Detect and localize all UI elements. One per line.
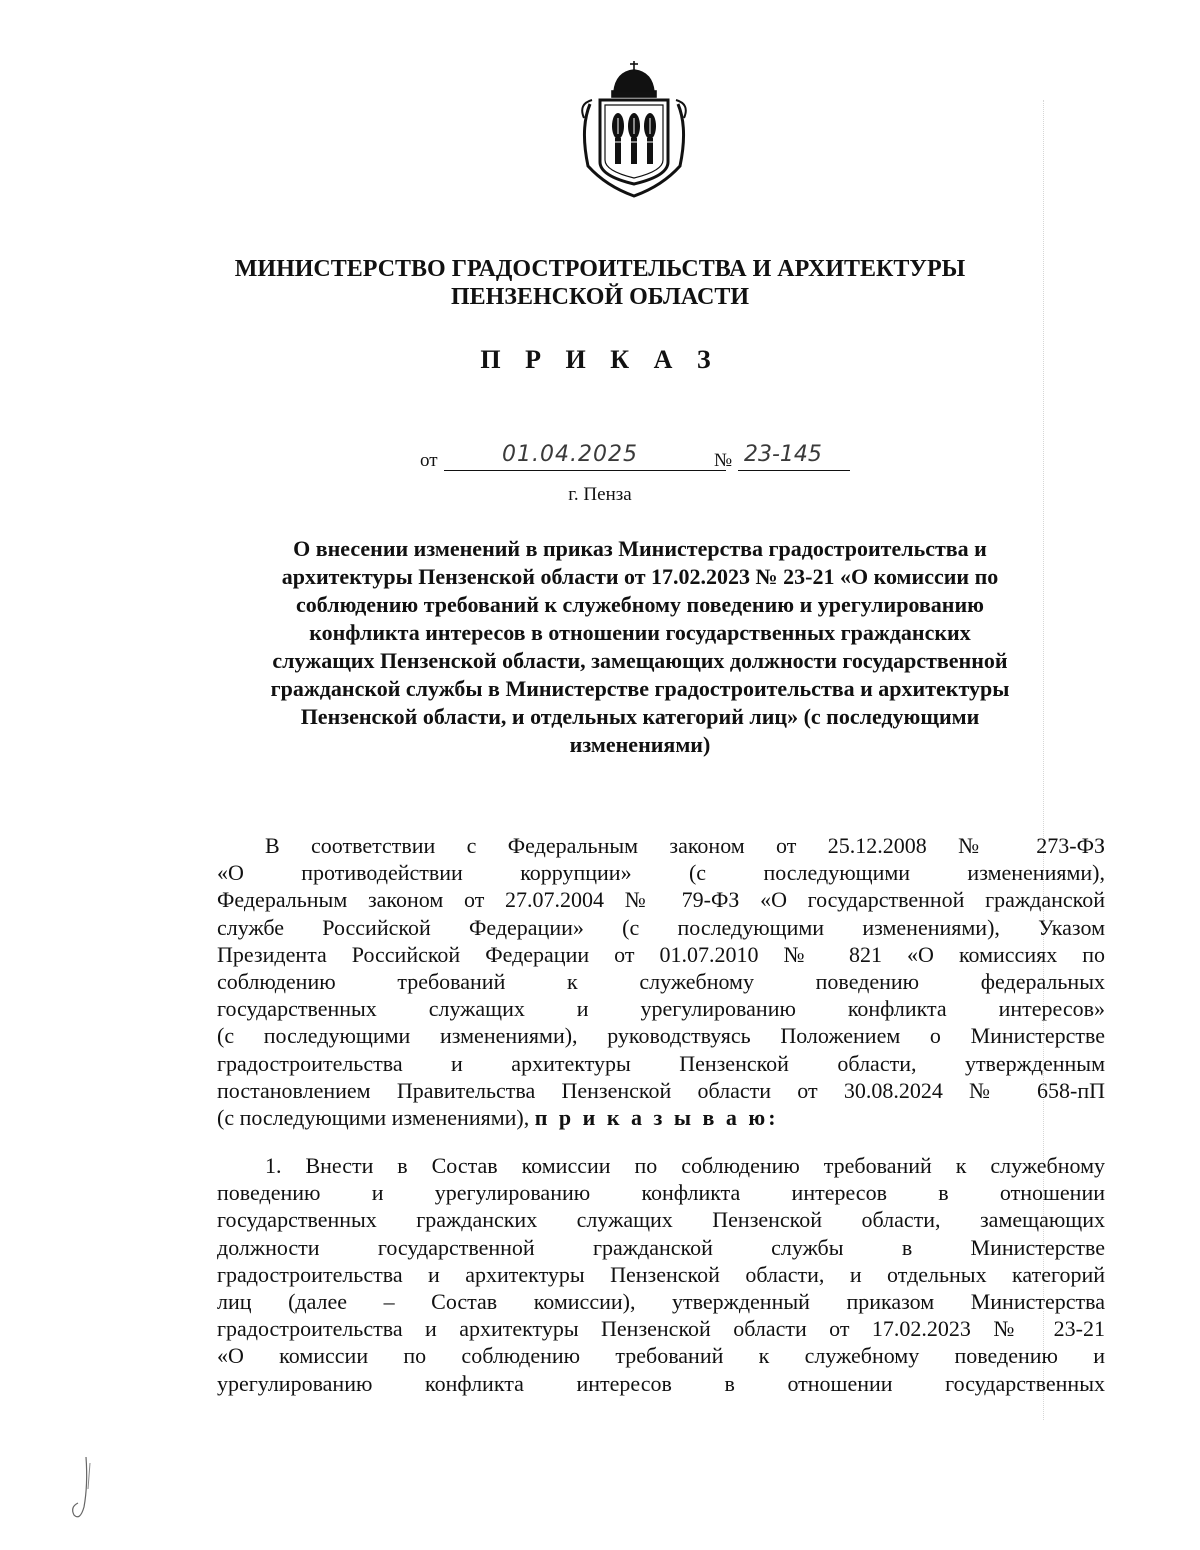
subject-line: О внесении изменений в приказ Министерства градостроительства и: [293, 536, 987, 561]
item-line: урегулированию конфликта интересов в отношении государственных: [217, 1370, 1105, 1396]
subject-line: гражданской службы в Министерстве градостроительства и архитектуры: [270, 676, 1010, 701]
date-value: 01.04.2025: [502, 442, 638, 467]
preamble-line: соблюдению требований к служебному поведению федеральных: [217, 968, 1105, 994]
date-label: от: [420, 450, 438, 471]
date-field: [444, 442, 726, 471]
subject-line: служащих Пензенской области, замещающих должности государственной: [272, 648, 1008, 673]
ministry-name-line2: ПЕНЗЕНСКОЙ ОБЛАСТИ: [450, 284, 750, 310]
preamble-paragraph: [217, 832, 1105, 1131]
preamble-line: Федеральным законом от 27.07.2004 № 79-ФЗ «О государственной гражданской: [217, 887, 1105, 913]
subject-line: изменениями): [569, 732, 711, 757]
item-line: должности государственной гражданской службы в Министерстве: [217, 1234, 1105, 1260]
subject-line: соблюдению требований к служебному поведению и урегулированию: [296, 592, 984, 617]
initials-mark-icon: [68, 1455, 98, 1525]
preamble-line: «О противодействии коррупции» (с последующими изменениями),: [217, 860, 1105, 886]
document-type-title: П Р И К А З: [480, 345, 720, 374]
item-line: градостроительства и архитектуры Пензенской области от 17.02.2023 № 23-21: [217, 1316, 1105, 1342]
preamble-line: градостроительства и архитектуры Пензенской области, утвержденным: [217, 1050, 1105, 1076]
subject-line: конфликта интересов в отношении государственных гражданских: [309, 620, 971, 645]
preamble-line: (с последующими изменениями), руководствуясь Положением о Министерстве: [217, 1023, 1105, 1049]
coat-of-arms-icon: [576, 58, 692, 200]
item-1-paragraph: [217, 1152, 1105, 1397]
number-field: [738, 442, 850, 471]
preamble-line: государственных служащих и урегулированию конфликта интересов»: [217, 996, 1105, 1022]
order-word: п р и к а з ы в а ю:: [534, 1104, 779, 1130]
city-name: г. Пенза: [568, 484, 632, 505]
number-label: №: [714, 450, 733, 471]
subject-line: архитектуры Пензенской области от 17.02.2023 № 23-21 «О комиссии по: [281, 564, 999, 589]
preamble-last-line: [217, 1104, 1105, 1131]
preamble-line: В соответствии с Федеральным законом от 25.12.2008 № 273-ФЗ: [265, 833, 1105, 858]
item-line: «О комиссии по соблюдению требований к служебному поведению и: [217, 1343, 1105, 1369]
item-line: поведению и урегулированию конфликта интересов в отношении: [217, 1180, 1105, 1206]
preamble-line: (с последующими изменениями),: [217, 1104, 530, 1130]
preamble-line: постановлением Правительства Пензенской области от 30.08.2024 № 658-пП: [217, 1077, 1105, 1103]
number-value: 23-145: [744, 442, 822, 467]
ministry-name-line1: МИНИСТЕРСТВО ГРАДОСТРОИТЕЛЬСТВА И АРХИТЕКТУРЫ: [234, 256, 966, 282]
preamble-line: службе Российской Федерации» (с последующими изменениями), Указом: [217, 914, 1105, 940]
order-subject: [200, 535, 1080, 759]
item-line: государственных гражданских служащих Пензенской области, замещающих: [217, 1207, 1105, 1233]
date-number-line: [420, 442, 860, 478]
subject-line: Пензенской области, и отдельных категорий лиц» (с последующими: [300, 704, 980, 729]
item-line: лиц (далее – Состав комиссии), утвержденный приказом Министерства: [217, 1288, 1105, 1314]
item-line: 1. Внести в Состав комиссии по соблюдению требований к служебному: [265, 1153, 1105, 1178]
item-line: градостроительства и архитектуры Пензенской области, и отдельных категорий: [217, 1261, 1105, 1287]
preamble-line: Президента Российской Федерации от 01.07.2010 № 821 «О комиссиях по: [217, 941, 1105, 967]
